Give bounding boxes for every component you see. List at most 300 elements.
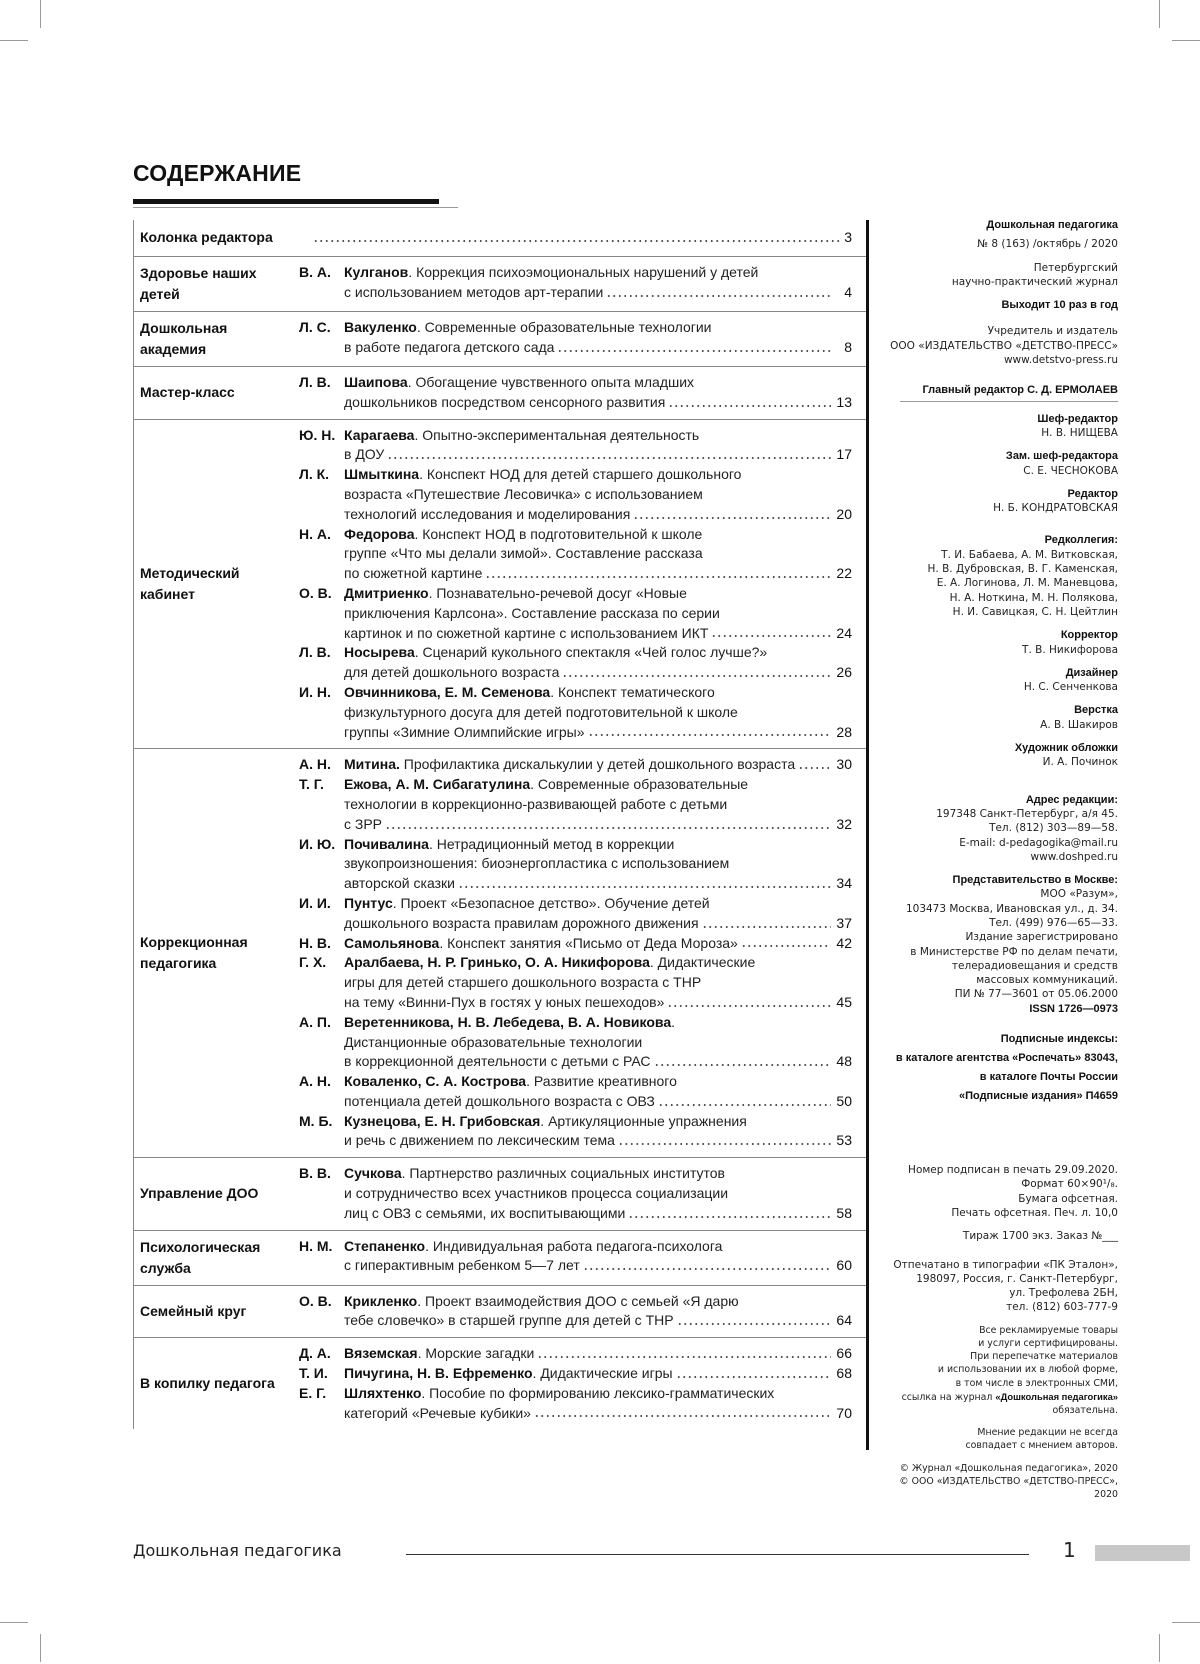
author-initials: Л. В. — [299, 374, 331, 390]
print-info-line: Формат 60×90¹/₈. — [1021, 1178, 1118, 1191]
toc-entry[interactable] — [299, 465, 852, 524]
leader-dots — [702, 925, 831, 929]
entry-line — [344, 338, 852, 358]
entry-line — [344, 683, 852, 703]
entry-body — [344, 426, 852, 466]
staff-name: Е. А. Логинова, Л. М. Маневцова, — [936, 577, 1118, 590]
toc-entry[interactable] — [299, 1112, 852, 1152]
author-initials: Т. И. — [299, 1365, 328, 1382]
leader-dots — [676, 1375, 831, 1379]
crop-mark — [40, 1634, 41, 1662]
entry-title-text: звукопроизношения: биоэнергопластика с использованием — [344, 855, 730, 872]
section-label-wrap — [134, 1292, 299, 1332]
section-label-wrap — [134, 373, 299, 413]
print-info-line: Номер подписан в печать 29.09.2020. — [908, 1164, 1118, 1177]
printer-line: тел. (812) 603-777-9 — [1006, 1301, 1118, 1314]
subscription-line: в каталоге Почты России — [979, 1071, 1118, 1084]
leader-dots — [537, 1355, 831, 1359]
entry-title-text: Нетрадиционный метод в коррекции — [436, 835, 675, 852]
entry-body — [344, 1384, 852, 1424]
toc-entry[interactable] — [299, 1164, 852, 1223]
entry-line — [344, 485, 852, 505]
leader-dots — [654, 1063, 831, 1067]
page-number[interactable]: 4 — [844, 283, 852, 300]
entry-line — [344, 815, 852, 835]
author-names: Аралбаева, Н. Р. Гринько, О. А. Никифорова — [344, 954, 650, 971]
author-names: Носырева — [344, 644, 415, 661]
toc-entry[interactable] — [299, 1292, 852, 1332]
leader-dots — [387, 456, 831, 460]
section-label: В копилку педагога — [140, 1375, 275, 1392]
section-entries — [299, 318, 866, 360]
separator: . — [408, 264, 417, 280]
leader-dots — [562, 674, 831, 678]
separator: . — [428, 584, 437, 601]
page-number[interactable]: 50 — [836, 1092, 852, 1109]
address-line: Тел. (812) 303—89—58. — [989, 822, 1118, 835]
staff-name: Н. В. Дубровская, В. Г. Каменская, — [927, 563, 1118, 576]
leader-dots — [798, 766, 831, 770]
author-names: Вяземская — [344, 1345, 418, 1362]
leader-dots — [741, 944, 831, 948]
entry-line — [344, 795, 852, 815]
entry-title-text: Конспект НОД в подготовительной к школе — [422, 525, 703, 542]
entry-line — [344, 505, 852, 525]
section-label: Семейный круг — [140, 1302, 247, 1319]
entry-title-text: лиц с ОВЗ с семьями, их воспитывающими — [344, 1204, 626, 1221]
title-underline-thin — [133, 207, 458, 208]
toc-entry[interactable] — [299, 1013, 852, 1072]
notice-end: обязательна. — [1052, 1404, 1118, 1416]
staff-name: Н. И. Савицкая, С. Н. Цейтлин — [952, 605, 1118, 618]
separator: . — [407, 374, 416, 390]
entry-line — [344, 643, 852, 663]
author-initials: Л. В. — [299, 644, 331, 661]
separator: . — [392, 894, 401, 911]
toc-entry[interactable] — [299, 584, 852, 643]
entry-body — [344, 934, 852, 954]
entry-title-text: и сотрудничество всех участников процесса социализации — [344, 1185, 729, 1202]
leader-dots — [633, 516, 831, 520]
entry-title-text: возраста «Путешествие Лесовичка» с использованием — [344, 485, 703, 502]
toc-entry[interactable] — [299, 934, 852, 954]
author-initials: Л. К. — [299, 466, 330, 483]
entry-body — [344, 683, 852, 742]
entry-title-text: в работе педагога детского сада — [344, 338, 555, 355]
page-number[interactable]: 28 — [836, 723, 852, 740]
printer-line: Отпечатано в типографии «ПК Эталон», — [893, 1258, 1118, 1271]
page-number[interactable]: 3 — [844, 229, 852, 245]
staff-block — [880, 487, 1118, 516]
entry-title-text: Современные образовательные технологии — [424, 319, 712, 335]
author-names: Пичугина, Н. В. Ефременко — [344, 1365, 533, 1382]
entry-line — [344, 393, 852, 413]
toc-entry[interactable] — [299, 683, 852, 742]
entry-title-text: в коррекционной деятельности с детьми с РАС — [344, 1053, 651, 1070]
separator: . — [649, 954, 658, 971]
entry-line — [344, 373, 852, 393]
opinion-line: совпадает с мнением авторов. — [965, 1440, 1118, 1452]
toc-entry[interactable] — [299, 525, 852, 584]
staff-block — [880, 666, 1118, 695]
publisher-line: ООО «ИЗДАТЕЛЬСТВО «ДЕТСТВО-ПРЕСС» — [890, 339, 1118, 352]
entry-line — [344, 263, 852, 283]
entry-title-text: картинок и по сюжетной картине с использованием ИКТ — [344, 624, 709, 641]
entry-title-text: приключения Карлсона». Составление рассказа по серии — [344, 604, 720, 621]
section-entries — [299, 263, 866, 305]
page-number[interactable]: 26 — [836, 664, 852, 681]
staff-block — [880, 449, 1118, 478]
entry-title-text: Дидактические — [657, 954, 756, 971]
entry-line — [344, 1344, 852, 1364]
page-number[interactable]: 34 — [836, 875, 852, 892]
staff-role: Шеф-редактор — [1037, 412, 1118, 425]
author-names: Федорова — [344, 525, 415, 542]
entry-title-text: Профилактика дискалькулии у детей дошкольного возраста — [403, 756, 796, 773]
crop-mark — [1159, 1634, 1160, 1662]
author-initials: А. Н. — [299, 1073, 331, 1090]
footer-journal-name: Дошкольная педагогика — [133, 1541, 342, 1560]
entry-title-text: с использованием методов арт-терапии — [344, 283, 604, 300]
staff-role: Верстка — [1074, 704, 1118, 717]
entry-line — [344, 914, 852, 934]
moscow-line: Издание зарегистрировано — [965, 931, 1118, 944]
section-label: Коррекционная педагогика — [140, 934, 248, 972]
entry-body — [344, 1072, 852, 1112]
page-number[interactable]: 13 — [836, 393, 852, 410]
entry-title-text: Дистанционные образовательные технологии — [344, 1033, 643, 1050]
author-initials: И. Ю. — [299, 835, 336, 852]
section-label-wrap — [134, 318, 299, 360]
entry-title-text: дошкольного возраста правилам дорожного движения — [344, 914, 699, 931]
toc-entry[interactable] — [299, 1344, 852, 1364]
page-number[interactable]: 22 — [836, 565, 852, 582]
entry-title-text: Развитие креативного — [533, 1073, 677, 1090]
section-label: Мастер-класс — [140, 384, 235, 401]
author-initials: И. И. — [299, 894, 331, 911]
entry-title-text: по сюжетной картине — [344, 565, 483, 582]
author-names: Крикленко — [344, 1292, 418, 1309]
staff-name: Т. И. Бабаева, А. М. Витковская, — [941, 548, 1118, 561]
toc-section — [134, 257, 866, 312]
section-label-wrap — [134, 426, 299, 743]
leader-dots — [458, 885, 831, 889]
author-initials: В. А. — [299, 264, 331, 280]
section-entries — [299, 373, 866, 413]
toc-entry[interactable] — [299, 835, 852, 894]
toc-entry[interactable] — [299, 755, 852, 775]
entry-line — [344, 584, 852, 604]
entry-title-text: Конспект НОД для детей старшего дошкольного — [426, 466, 742, 483]
toc-entry[interactable] — [299, 643, 852, 683]
entry-line — [344, 835, 852, 855]
entry-line — [344, 663, 852, 683]
copyright-line: © ООО «ИЗДАТЕЛЬСТВО «ДЕТСТВО-ПРЕСС», 2020 — [899, 1475, 1118, 1500]
entry-title-text: Дидактические игры — [540, 1365, 673, 1382]
leader-dots — [711, 634, 831, 638]
entry-line — [344, 1184, 852, 1204]
page-number[interactable]: 66 — [836, 1345, 852, 1362]
entry-body — [344, 318, 852, 358]
author-names: Шаипова — [344, 374, 408, 390]
separator: . — [414, 426, 423, 443]
staff-block — [880, 533, 1118, 619]
leader-dots — [313, 239, 841, 243]
column-divider — [866, 220, 869, 1450]
section-label: Управление ДОО — [140, 1185, 259, 1202]
author-names: Шляхтенко — [344, 1384, 422, 1401]
entry-body — [344, 1292, 852, 1332]
separator: . — [416, 319, 425, 335]
page-number[interactable]: 20 — [836, 505, 852, 522]
author-names: Пунтус — [344, 894, 393, 911]
entry-title-text: Сценарий кукольного спектакля «Чей голос лучше?» — [422, 644, 768, 661]
toc-section — [134, 1158, 866, 1230]
entry-title-text: Коррекция психоэмоциональных нарушений у детей — [416, 264, 759, 280]
notice-line: Все рекламируемые товары — [979, 1324, 1118, 1336]
circulation: Тираж 1700 экз. Заказ №___ — [962, 1230, 1118, 1243]
separator: . — [671, 1013, 675, 1030]
entry-body — [344, 894, 852, 934]
author-initials: О. В. — [299, 584, 332, 601]
entry-body — [344, 643, 852, 683]
moscow-line: Тел. (499) 976—65—33. — [989, 916, 1118, 929]
toc-section-editor-column — [134, 220, 866, 257]
author-initials: Н. М. — [299, 1237, 333, 1254]
entry-line — [344, 1384, 852, 1404]
page-number[interactable]: 68 — [836, 1365, 852, 1382]
separator: . — [532, 1365, 541, 1382]
address-label: Адрес редакции: — [1025, 793, 1118, 806]
entry-title-text: Морские загадки — [425, 1345, 535, 1362]
author-names: Вакуленко — [344, 319, 417, 335]
notice-link-prefix: ссылка на журнал — [901, 1391, 996, 1403]
separator: . — [550, 683, 558, 700]
separator: . — [414, 644, 423, 661]
footer-page-number: 1 — [1063, 1538, 1076, 1562]
separator: . — [419, 466, 427, 483]
toc-section — [134, 420, 866, 750]
page-number[interactable]: 37 — [836, 914, 852, 931]
staff-role: Редактор — [1067, 487, 1118, 500]
toc-section — [134, 1231, 866, 1286]
entry-title-text: авторской сказки — [344, 875, 455, 892]
entry-title-text: игры для детей старшего дошкольного возраста с ТНР — [344, 974, 702, 991]
toc-entry[interactable] — [299, 263, 852, 303]
page-number[interactable]: 32 — [836, 815, 852, 832]
toc-entry[interactable] — [299, 1237, 852, 1277]
toc-entry[interactable] — [299, 318, 852, 358]
entry-title-text: для детей дошкольного возраста — [344, 664, 560, 681]
author-initials: Н. А. — [299, 525, 331, 542]
separator: . — [401, 1165, 410, 1182]
author-initials: Г. Х. — [299, 954, 327, 971]
staff-block — [880, 628, 1118, 657]
toc-entry[interactable] — [299, 894, 852, 934]
footer-rule — [406, 1554, 1029, 1555]
email-link[interactable]: E-mail: d-pedagogika@mail.ru — [959, 836, 1118, 849]
entry-title-text: Конспект занятия «Письмо от Деда Мороза» — [447, 934, 738, 951]
entry-title-text: Конспект тематического — [558, 683, 715, 700]
toc-entry[interactable] — [299, 1364, 852, 1384]
entry-line — [344, 426, 852, 446]
author-initials: Ю. Н. — [299, 426, 336, 443]
entry-line — [344, 604, 852, 624]
toc-section — [134, 367, 866, 420]
entry-line — [344, 934, 852, 954]
toc-entry[interactable] — [299, 373, 852, 413]
page-number[interactable]: 60 — [836, 1257, 852, 1274]
toc-table — [133, 220, 866, 1429]
entry-line — [344, 1033, 852, 1053]
page-number[interactable]: 17 — [836, 446, 852, 463]
section-entries — [299, 1237, 866, 1279]
entry-line — [344, 894, 852, 914]
opinion-line: Мнение редакции не всегда — [977, 1427, 1118, 1439]
section-entries — [299, 426, 866, 743]
footer-page-tab — [1095, 1545, 1190, 1561]
staff-name: Н. В. НИЩЕВА — [1041, 426, 1118, 439]
printer-line: ул. Трефолева 2БН, — [1009, 1287, 1118, 1300]
section-label: Здоровье наших детей — [140, 265, 257, 302]
entry-line — [344, 1072, 852, 1092]
entry-line — [344, 1237, 852, 1257]
author-names: Карагаева — [344, 426, 415, 443]
entry-title-text: Опытно-экспериментальная деятельность — [422, 426, 700, 443]
author-names: Сучкова — [344, 1165, 402, 1182]
page-number[interactable]: 48 — [836, 1053, 852, 1070]
entry-title-text: тебе словечко» в старшей группе для детей с ТНР — [344, 1312, 674, 1329]
staff-name: Н. Б. КОНДРАТОВСКАЯ — [993, 502, 1118, 515]
entry-line — [344, 1164, 852, 1184]
toc-entry[interactable] — [299, 426, 852, 466]
notice-journal-name: «Дошкольная педагогика» — [995, 1390, 1118, 1402]
page-number[interactable]: 24 — [836, 624, 852, 641]
author-names: Почивалина — [344, 835, 429, 852]
moscow-line: в Министерстве РФ по делам печати, — [910, 945, 1118, 958]
entry-body — [344, 953, 852, 1012]
section-label: Методический кабинет — [140, 564, 240, 602]
moscow-line: массовых коммуникаций. — [976, 974, 1118, 987]
leader-dots — [557, 349, 831, 353]
address-line: 197348 Санкт-Петербург, а/я 45. — [936, 807, 1118, 820]
entry-title-text: Индивидуальная работа педагога-психолога — [432, 1237, 723, 1254]
leader-dots — [668, 404, 831, 408]
separator: . — [439, 934, 448, 951]
staff-name: Н. С. Сенченкова — [1023, 681, 1118, 694]
entry-line — [344, 973, 852, 993]
entry-line — [344, 318, 852, 338]
page-number[interactable]: 42 — [836, 934, 852, 951]
journal-name: Дошкольная педагогика — [986, 219, 1118, 231]
toc-section — [134, 1338, 866, 1429]
section-label-wrap — [134, 1164, 299, 1223]
entry-title-text: Современные образовательные — [537, 776, 749, 793]
crop-mark — [0, 40, 28, 41]
entry-body — [344, 1344, 852, 1364]
print-info-line: Бумага офсетная. — [1018, 1192, 1118, 1205]
notice-line: При перепечатке материалов — [970, 1351, 1118, 1363]
entry-title-text: Обогащение чувственного опыта младших — [415, 374, 695, 390]
entry-line — [344, 953, 852, 973]
separator: . — [417, 1292, 425, 1309]
separator: . — [417, 1345, 426, 1362]
author-initials: И. Н. — [299, 683, 331, 700]
leader-dots — [583, 1267, 831, 1271]
notice-line: и использовании их в любой форме, — [937, 1364, 1118, 1376]
notice-line: в том числе в электронных СМИ, — [955, 1377, 1118, 1389]
leader-dots — [618, 1142, 831, 1146]
page-number[interactable]: 45 — [836, 993, 852, 1010]
page-number[interactable]: 8 — [844, 338, 852, 355]
entry-line — [344, 1256, 852, 1276]
entry-line — [344, 624, 852, 644]
staff-block — [880, 703, 1118, 732]
page-number[interactable]: 70 — [836, 1404, 852, 1421]
toc-entry[interactable] — [299, 775, 852, 834]
separator: . — [421, 1384, 430, 1401]
entry-body — [344, 465, 852, 524]
publisher-line: Учредитель и издатель — [987, 325, 1118, 338]
subscription-line: в каталоге агентства «Роспечать» 83043, — [895, 1052, 1118, 1065]
author-names: Веретенникова, Н. В. Лебедева, В. А. Новикова — [344, 1013, 672, 1030]
entry-line — [344, 1052, 852, 1072]
staff-role: Корректор — [1060, 629, 1118, 642]
entry-title-text: Пособие по формированию лексико-грамматических — [429, 1384, 775, 1401]
page-number[interactable]: 53 — [836, 1132, 852, 1149]
entry-title-text: физкультурного досуга для детей подготовительной к школе — [344, 703, 738, 720]
toc-entry[interactable] — [299, 953, 852, 1012]
section-label-wrap — [134, 1237, 299, 1279]
printer-line: 198097, Россия, г. Санкт-Петербург, — [916, 1272, 1118, 1285]
toc-entry[interactable] — [299, 1384, 852, 1424]
toc-section — [134, 749, 866, 1158]
author-names: Дмитриенко — [344, 584, 429, 601]
entry-body — [344, 525, 852, 584]
section-label-wrap — [134, 1344, 299, 1423]
entry-body — [344, 755, 852, 775]
staff-role: Дизайнер — [1065, 666, 1118, 679]
entry-line — [344, 1131, 852, 1151]
toc-entry[interactable] — [299, 1072, 852, 1112]
page-number[interactable]: 30 — [836, 756, 852, 773]
frequency: Выходит 10 раз в год — [1001, 299, 1118, 312]
section-label-wrap — [134, 263, 299, 305]
entry-line — [344, 445, 852, 465]
subtitle-line: научно-практический журнал — [951, 275, 1118, 288]
entry-line — [344, 564, 852, 584]
publisher-url[interactable]: www.detstvo-press.ru — [1003, 354, 1118, 367]
separator: . — [540, 1112, 549, 1129]
entry-line — [344, 1112, 852, 1132]
website-link[interactable]: www.doshped.ru — [1030, 850, 1118, 863]
leader-dots — [534, 1414, 831, 1418]
entry-body — [344, 1237, 852, 1277]
author-names: Степаненко — [344, 1237, 426, 1254]
page-number[interactable]: 58 — [836, 1204, 852, 1221]
imprint-column — [880, 218, 1118, 1501]
entry-title-text: дошкольников посредством сенсорного развития — [344, 393, 666, 410]
entry-line — [344, 703, 852, 723]
staff-name: И. А. Починок — [1042, 756, 1118, 769]
section-entries — [299, 1344, 866, 1423]
leader-dots — [485, 575, 831, 579]
copyright-line: © Журнал «Дошкольная педагогика», 2020 — [899, 1462, 1118, 1474]
leader-dots — [606, 294, 831, 298]
print-info-line: Печать офсетная. Печ. л. 10,0 — [951, 1206, 1118, 1219]
page-number[interactable]: 64 — [836, 1312, 852, 1329]
issn: ISSN 1726—0973 — [1029, 1002, 1118, 1015]
